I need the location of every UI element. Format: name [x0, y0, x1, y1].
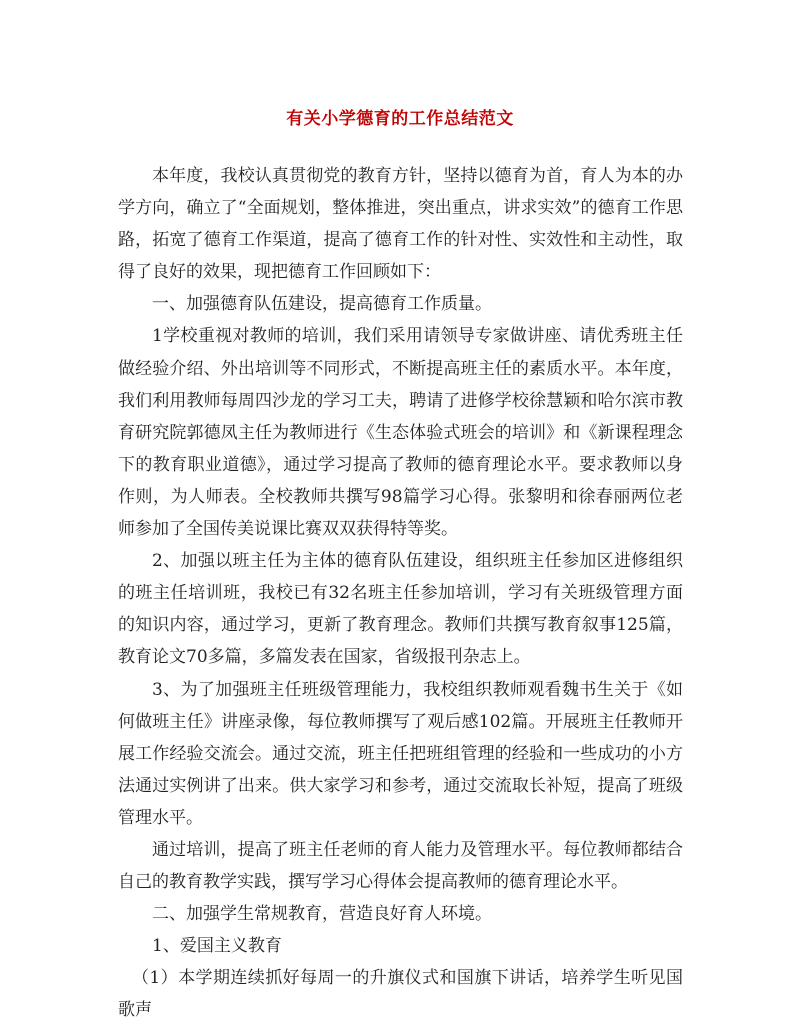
subsection-heading: 1、爱国主义教育 [152, 936, 282, 957]
document-body [118, 160, 683, 1027]
item-paragraph-2: 2、加强以班主任为主体的德育队伍建设，组织班主任参加区进修组织的班主任培训班，我校已有32名班主任参加培训，学习有关班级管理方面的知识内容，通过学习，更新了教育理念。教师们共撰写教育叙事125篇，教育论文70多篇，多篇发表在国家，省级报刊杂志上。 [118, 551, 683, 668]
section-heading-1: 一、加强德育队伍建设，提高德育工作质量。 [152, 294, 492, 315]
intro-paragraph: 本年度，我校认真贯彻党的教育方针，坚持以德育为首，育人为本的办学方向，确立了“全面规划，整体推进，突出重点，讲求实效”的德育工作思路，拓宽了德育工作渠道，提高了德育工作的针对性、实效性和主动性，取得了良好的效果，现把德育工作回顾如下： [118, 166, 683, 283]
item-paragraph-3: 3、为了加强班主任班级管理能力，我校组织教师观看魏书生关于《如何做班主任》讲座录像，每位教师撰写了观后感102篇。开展班主任教师开展工作经验交流会。通过交流，班主任把班组管理的经验和一些成功的小方法通过实例讲了出来。供大家学习和参考，通过交流取长补短，提高了班级管理水平。 [118, 679, 683, 828]
document-title: 有关小学德育的工作总结范文 [286, 109, 514, 129]
section-heading-2: 二、加强学生常规教育，营造良好育人环境。 [152, 904, 492, 925]
subitem-paragraph: （1）本学期连续抓好每周一的升旗仪式和国旗下讲话，培养学生听见国歌声 [118, 968, 683, 1021]
item-paragraph-1: 1学校重视对教师的培训，我们采用请领导专家做讲座、请优秀班主任做经验介绍、外出培训等不同形式，不断提高班主任的素质水平。本年度，我们利用教师每周四沙龙的学习工夫，聘请了进修学校徐慧颖和哈尔滨市教育研究院郭德凤主任为教师进行《生态体验式班会的培训》和《新课程理念下的教育职业道德》，通过学习提高了教师的德育理论水平。要求教师以身作则，为人师表。全校教师共撰写98篇学习心得。张黎明和徐春丽两位老师参加了全国传美说课比赛双双获得特等奖。 [118, 326, 683, 540]
summary-paragraph: 通过培训，提高了班主任老师的育人能力及管理水平。每位教师都结合自己的教育教学实践，撰写学习心得体会提高教师的德育理论水平。 [118, 839, 683, 893]
